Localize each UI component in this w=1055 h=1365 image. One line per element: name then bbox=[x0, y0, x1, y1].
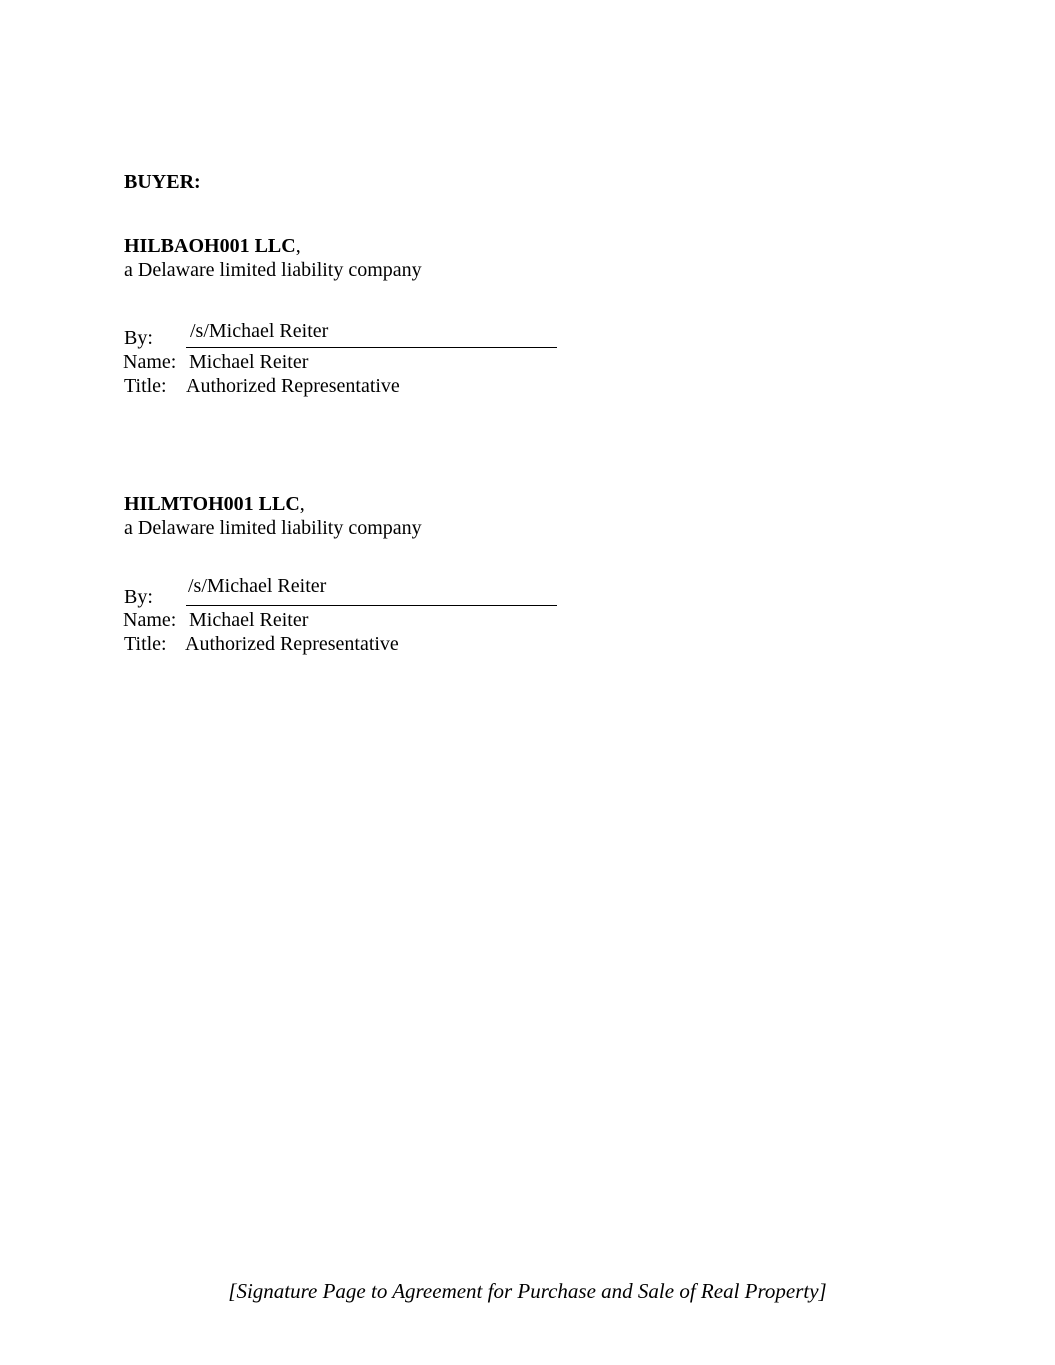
name-label: Name: bbox=[123, 351, 177, 373]
title-value: Authorized Representative bbox=[186, 375, 400, 397]
entity-description: a Delaware limited liability company bbox=[124, 517, 422, 539]
entity-name-line bbox=[124, 234, 301, 258]
page-footer: [Signature Page to Agreement for Purchase and Sale of Real Property] bbox=[228, 1279, 827, 1303]
entity-name-suffix: , bbox=[299, 493, 305, 515]
entity-name-suffix: , bbox=[295, 235, 301, 257]
entity-name: HILBAOH001 LLC bbox=[124, 235, 296, 257]
title-label: Title: bbox=[124, 375, 167, 397]
title-value: Authorized Representative bbox=[185, 633, 399, 655]
signature-text: /s/Michael Reiter bbox=[190, 320, 329, 342]
signature-text: /s/Michael Reiter bbox=[188, 575, 327, 597]
name-label: Name: bbox=[123, 609, 177, 631]
signature-line bbox=[186, 347, 557, 348]
by-label: By: bbox=[124, 327, 153, 349]
entity-description: a Delaware limited liability company bbox=[124, 259, 422, 281]
name-value: Michael Reiter bbox=[189, 351, 309, 373]
title-label: Title: bbox=[124, 633, 167, 655]
entity-name: HILMTOH001 LLC bbox=[124, 493, 300, 515]
name-value: Michael Reiter bbox=[189, 609, 309, 631]
entity-name-line bbox=[124, 492, 305, 516]
by-label: By: bbox=[124, 586, 153, 608]
signature-line bbox=[186, 605, 557, 606]
section-heading: BUYER: bbox=[124, 171, 201, 193]
